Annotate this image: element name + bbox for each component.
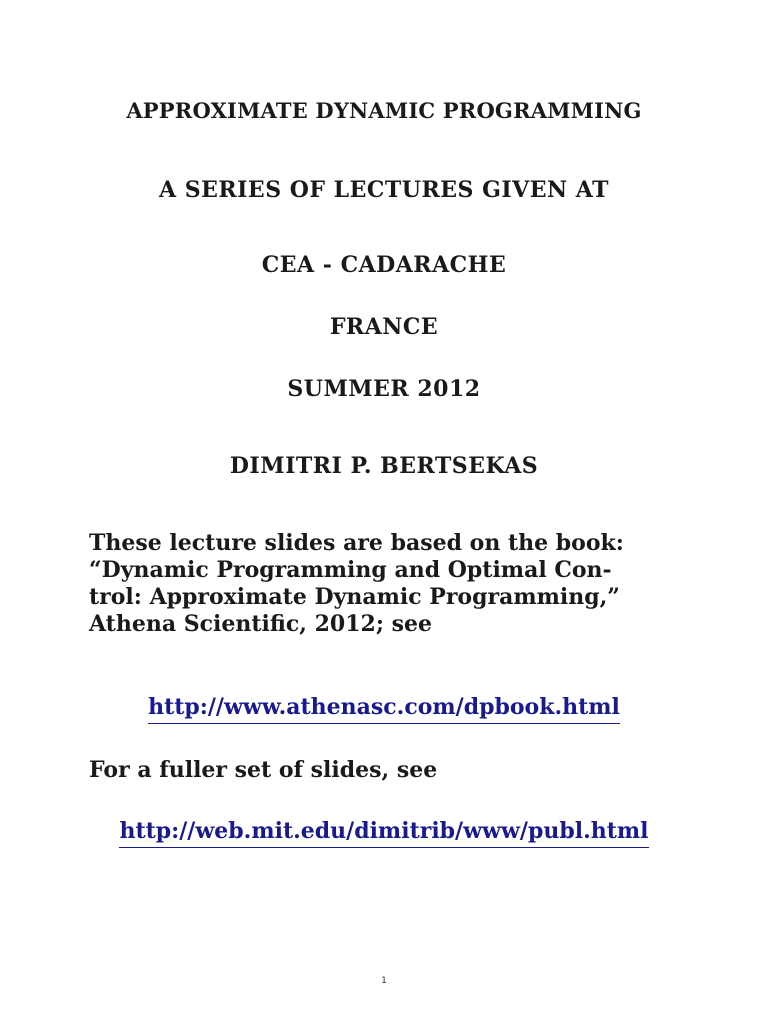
intro-line: trol: Approximate Dynamic Programming,” bbox=[89, 584, 620, 610]
book-link[interactable]: http://www.athenasc.com/dpbook.html bbox=[148, 694, 620, 724]
lecture-title: APPROXIMATE DYNAMIC PROGRAMMING bbox=[126, 98, 642, 123]
slides-link-row bbox=[0, 818, 768, 848]
venue-line: CEA - CADARACHE bbox=[261, 252, 507, 278]
page-number: 1 bbox=[381, 976, 387, 986]
slides-link[interactable]: http://web.mit.edu/dimitrib/www/publ.html bbox=[119, 818, 648, 848]
lecture-series-line: A SERIES OF LECTURES GIVEN AT bbox=[158, 177, 610, 203]
date-line: SUMMER 2012 bbox=[287, 376, 481, 402]
intro-line: Athena Scientific, 2012; see bbox=[89, 611, 432, 637]
fuller-slides-line: For a fuller set of slides, see bbox=[89, 757, 438, 783]
intro-line: These lecture slides are based on the book: bbox=[89, 530, 624, 556]
fuller-slides-text bbox=[89, 757, 709, 784]
book-link-row bbox=[0, 694, 768, 724]
intro-line: “Dynamic Programming and Optimal Con- bbox=[89, 557, 612, 583]
author-line: DIMITRI P. BERTSEKAS bbox=[229, 453, 539, 479]
country-line: FRANCE bbox=[329, 314, 439, 340]
intro-paragraph bbox=[89, 530, 709, 638]
